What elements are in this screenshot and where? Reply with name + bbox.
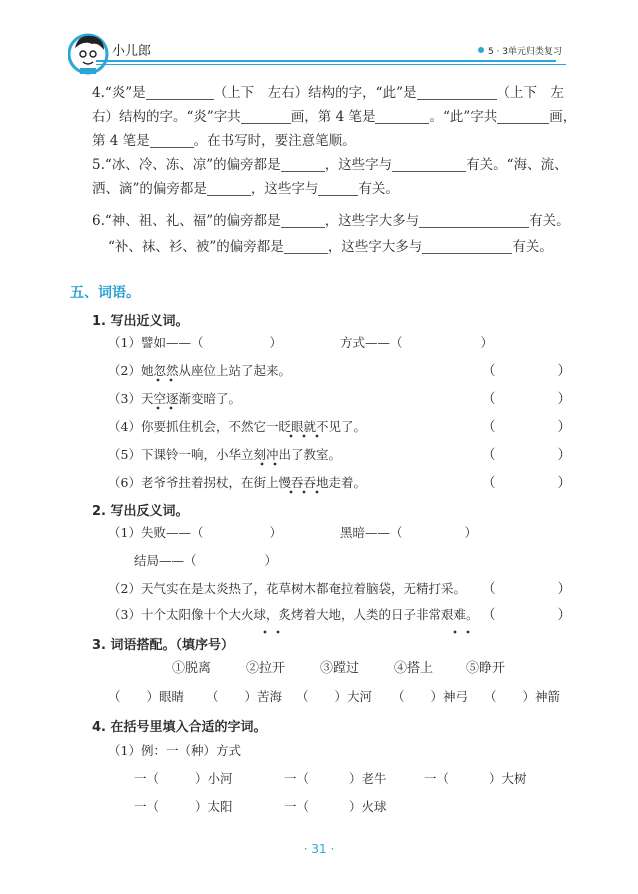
text: ） — [269, 525, 282, 540]
q4-item-1[interactable] — [134, 770, 233, 788]
text: 有关。 — [358, 181, 399, 197]
text: ） — [557, 363, 571, 379]
text: 有关。 — [512, 239, 553, 255]
text: （上下 左 — [496, 85, 564, 101]
text: ，这些字与 — [324, 157, 393, 173]
q4-title: 4. 在括号里填入合适的字词。 — [92, 720, 267, 735]
text: 一（ — [284, 799, 310, 814]
text: 有关。“海、流、 — [466, 157, 568, 173]
q3-option-4: ④搭上 — [394, 661, 434, 676]
text: 。“此”字共 — [429, 109, 498, 125]
section-title: 五、词语。 — [70, 285, 140, 301]
text: ） — [557, 475, 571, 491]
page-number: · 31 · — [303, 842, 335, 856]
text: ） — [264, 553, 278, 568]
text: 一（ — [134, 771, 160, 786]
text: ，这些字大多与 — [324, 213, 420, 229]
answer-paren-4[interactable] — [482, 418, 571, 436]
text: 右）结构的字。“炎”字共 — [92, 109, 241, 125]
text: 4.“炎”是 — [92, 85, 146, 101]
text: ）神箭 — [522, 689, 561, 704]
text: （ — [484, 689, 497, 704]
text: ，这些字与 — [250, 181, 319, 197]
text: ） — [464, 525, 478, 540]
text: ）老牛 — [349, 771, 387, 786]
text: 一（ — [424, 771, 450, 786]
q1-title: 1. 写出近义词。 — [92, 314, 189, 329]
text: （ — [392, 689, 405, 704]
q4-item-2[interactable] — [284, 770, 387, 788]
answer-paren-3[interactable] — [482, 390, 571, 408]
text: ）大树 — [489, 771, 527, 786]
q4-item-3[interactable] — [424, 770, 527, 788]
q4-item-5[interactable] — [284, 798, 387, 816]
q3-target-4[interactable] — [392, 688, 468, 706]
text: （上下 左右）结构的字，“此”是 — [213, 85, 417, 101]
q2-title: 2. 写出反义词。 — [92, 504, 189, 519]
q2-row-1b — [340, 524, 477, 542]
text: （1）譬如——（ — [108, 335, 204, 350]
text: “补、袜、衫、被”的偏旁都是 — [108, 239, 284, 255]
q3-target-3[interactable] — [296, 688, 372, 706]
text: （ — [482, 391, 496, 407]
answer-paren-q2-3[interactable] — [482, 606, 571, 624]
answer-paren-q2-2[interactable] — [482, 580, 571, 598]
text: （ — [482, 363, 496, 379]
text: （ — [482, 581, 496, 597]
q2-row-4: （3）十个太阳像十个大火球，炙烤着大地，人类的日子非常艰难。 — [108, 607, 479, 622]
q3-target-5[interactable] — [484, 688, 560, 706]
q3-option-2: ②拉开 — [246, 661, 286, 676]
answer-paren-6[interactable] — [482, 474, 571, 492]
text: （ — [206, 689, 219, 704]
text: ）火球 — [349, 799, 387, 814]
q3-title: 3. 词语搭配。（填序号） — [92, 638, 235, 653]
text: 黑暗——（ — [340, 525, 403, 540]
text: ） — [480, 335, 494, 350]
q3-option-1: ①脱离 — [172, 661, 212, 676]
q1-row-3: （3）天空逐渐变暗了。 — [108, 391, 241, 406]
q4-item-4[interactable] — [134, 798, 233, 816]
text: （ — [482, 419, 496, 435]
text: ） — [269, 335, 282, 350]
text: 一（ — [134, 799, 160, 814]
text: ） — [557, 581, 571, 597]
brand-name: 小儿郎 — [112, 44, 152, 59]
q3-target-1[interactable] — [108, 688, 184, 706]
q3-target-2[interactable] — [206, 688, 282, 706]
q1-row-4: （4）你要抓住机会，不然它一眨眼就不见了。 — [108, 419, 366, 434]
text: ，这些字大多与 — [327, 239, 423, 255]
text: 洒、滴”的偏旁都是 — [92, 181, 207, 197]
text: ）神弓 — [430, 689, 469, 704]
q2-row-2 — [134, 552, 277, 570]
text: （ — [482, 447, 496, 463]
text: ）大河 — [334, 689, 373, 704]
text: （ — [108, 689, 121, 704]
text: （ — [482, 607, 496, 623]
text: 有关。 — [529, 213, 570, 229]
q4-example: （1）例：一（种）方式 — [108, 743, 241, 758]
text: 6.“神、祖、礼、福”的偏旁都是 — [92, 213, 281, 229]
text: 一（ — [284, 771, 310, 786]
q3-option-3: ③蹚过 — [320, 661, 360, 676]
text: ） — [557, 447, 571, 463]
text: ）太阳 — [195, 799, 233, 814]
q1-row-2: （2）她忽然从座位上站了起来。 — [108, 363, 291, 378]
q2-row-3: （2）天气实在是太炎热了，花草树木都奄拉着脑袋，无精打采。 — [108, 581, 466, 596]
text: ） — [557, 607, 571, 623]
text: （1）失败——（ — [108, 525, 204, 540]
text: 5.“冰、冷、冻、凉”的偏旁都是 — [92, 157, 281, 173]
text: 画， — [549, 109, 577, 125]
text: ）苦海 — [244, 689, 283, 704]
text: ）眼睛 — [146, 689, 185, 704]
text: 结局——（ — [134, 553, 197, 568]
text: 第 4 笔是 — [92, 133, 150, 149]
text: ）小河 — [195, 771, 233, 786]
q2-row-1 — [108, 524, 282, 542]
q1-row-5: （5）下课铃一响，小华立刻冲出了教室。 — [108, 447, 341, 462]
text: 画，第 4 笔是 — [290, 109, 376, 125]
text: 。在书写时，要注意笔顺。 — [193, 133, 356, 149]
text: （ — [296, 689, 309, 704]
answer-paren-5[interactable] — [482, 446, 571, 464]
text: ） — [557, 419, 571, 435]
unit-text: 5 · 3单元归类复习 — [488, 47, 563, 57]
q3-option-5: ⑤睁开 — [466, 661, 506, 676]
text: ） — [557, 391, 571, 407]
q1-row-6: （6）老爷爷拄着拐杖，在街上慢吞吞地走着。 — [108, 475, 366, 490]
text: 方式——（ — [340, 335, 403, 350]
text: （ — [482, 475, 496, 491]
answer-paren-2[interactable] — [482, 362, 571, 380]
